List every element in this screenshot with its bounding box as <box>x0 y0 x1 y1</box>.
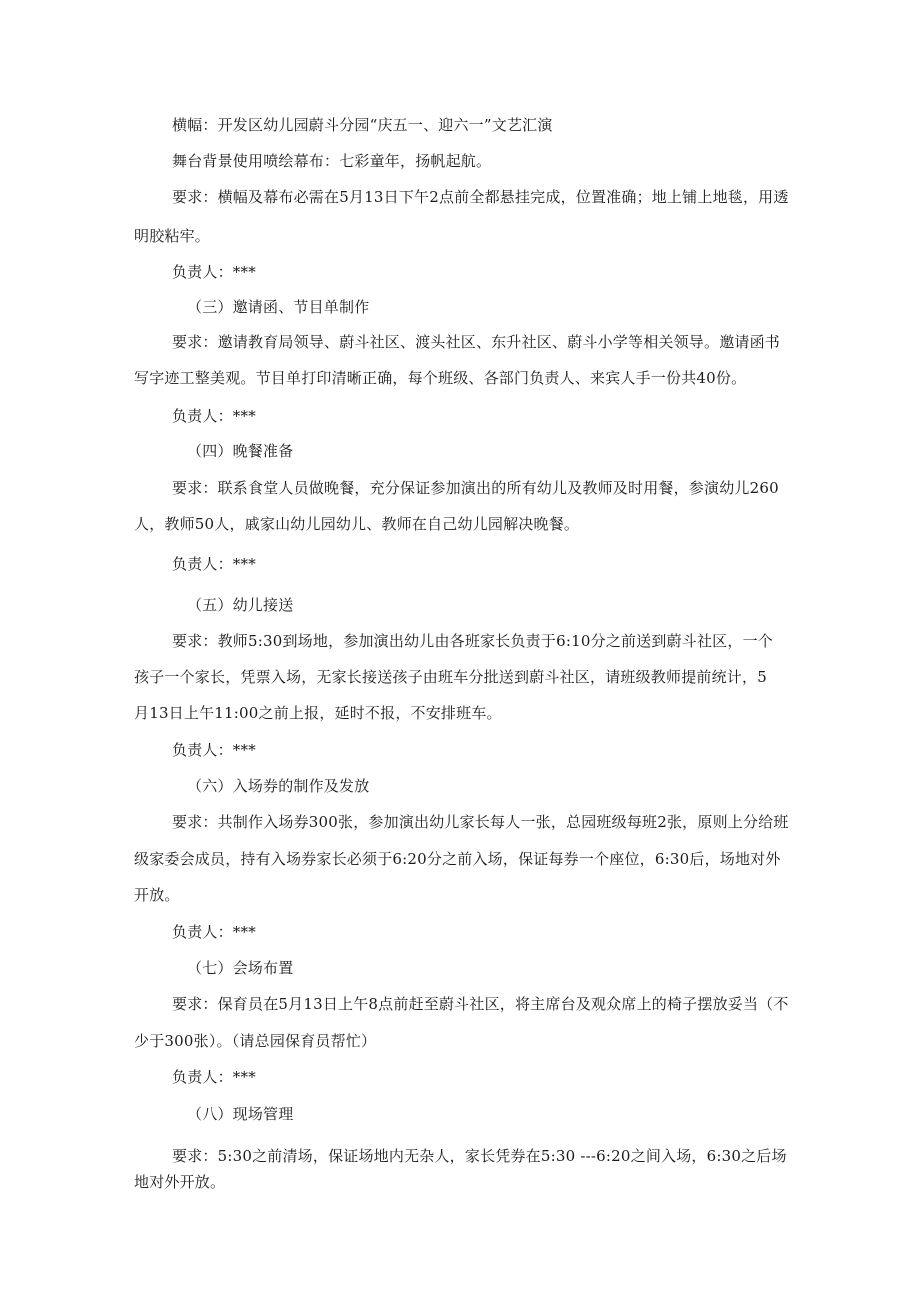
requirement-text: 要求：教师5:30到场地，参加演出幼儿由各班家长负责于6:10分之前送到蔚斗社区，一个 <box>172 632 773 650</box>
requirement-text: 要求：邀请教育局领导、蔚斗社区、渡头社区、东升社区、蔚斗小学等相关领导。邀请函书 <box>172 333 781 351</box>
section-heading-child-transport: （五）幼儿接送 <box>187 596 294 614</box>
requirement-text-continued: 写字迹工整美观。节目单打印清晰正确，每个班级、各部门负责人、来宾人手一份共40份。 <box>134 369 747 387</box>
section-heading-invitations: （三）邀请函、节目单制作 <box>187 298 370 316</box>
requirement-text-continued: 人，教师50人，戚家山幼儿园幼儿、教师在自己幼儿园解决晚餐。 <box>134 515 580 533</box>
responsible-person: 负责人：*** <box>172 555 256 573</box>
requirement-text: 要求：5:30之前清场，保证场地内无杂人，家长凭券在5:30 ---6:20之间入场，6:30之后场 <box>172 1147 787 1165</box>
requirement-text-continued: 明胶粘牢。 <box>134 227 211 245</box>
responsible-person: 负责人：*** <box>172 407 256 425</box>
requirement-text: 要求：横幅及幕布必需在5月13日下午2点前全都悬挂完成，位置准确；地上铺上地毯，用透 <box>172 188 789 206</box>
responsible-person: 负责人：*** <box>172 923 256 941</box>
section-heading-venue-setup: （七）会场布置 <box>187 959 294 977</box>
requirement-text: 要求：保育员在5月13日上午8点前赶至蔚斗社区，将主席台及观众席上的椅子摆放妥当（不 <box>172 995 789 1013</box>
requirement-text-continued: 少于300张）。（请总园保育员帮忙） <box>134 1032 377 1050</box>
banner-text: 横幅：开发区幼儿园蔚斗分园“庆五一、迎六一”文艺汇演 <box>172 116 553 134</box>
requirement-text-continued: 孩子一个家长，凭票入场，无家长接送孩子由班车分批送到蔚斗社区，请班级教师提前统计，5 <box>134 668 767 686</box>
stage-backdrop-text: 舞台背景使用喷绘幕布：七彩童年，扬帆起航。 <box>172 152 492 170</box>
requirement-text-continued: 月13日上午11:00之前上报，延时不报，不安排班车。 <box>134 704 502 722</box>
responsible-person: 负责人：*** <box>172 1068 256 1086</box>
requirement-text: 要求：共制作入场券300张，参加演出幼儿家长每人一张，总园班级每班2张，原则上分给班 <box>172 813 789 831</box>
section-heading-onsite-management: （八）现场管理 <box>187 1105 294 1123</box>
requirement-text: 要求：联系食堂人员做晚餐，充分保证参加演出的所有幼儿及教师及时用餐，参演幼儿260 <box>172 479 779 497</box>
requirement-text-continued: 级家委会成员，持有入场券家长必须于6:20分之前入场，保证每券一个座位，6:30后，场地对外 <box>134 850 781 868</box>
section-heading-tickets: （六）入场券的制作及发放 <box>187 777 370 795</box>
section-heading-dinner: （四）晚餐准备 <box>187 442 294 460</box>
responsible-person: 负责人：*** <box>172 263 256 281</box>
responsible-person: 负责人：*** <box>172 741 256 759</box>
requirement-text-continued: 开放。 <box>134 886 180 904</box>
requirement-text-continued: 地对外开放。 <box>134 1173 226 1191</box>
